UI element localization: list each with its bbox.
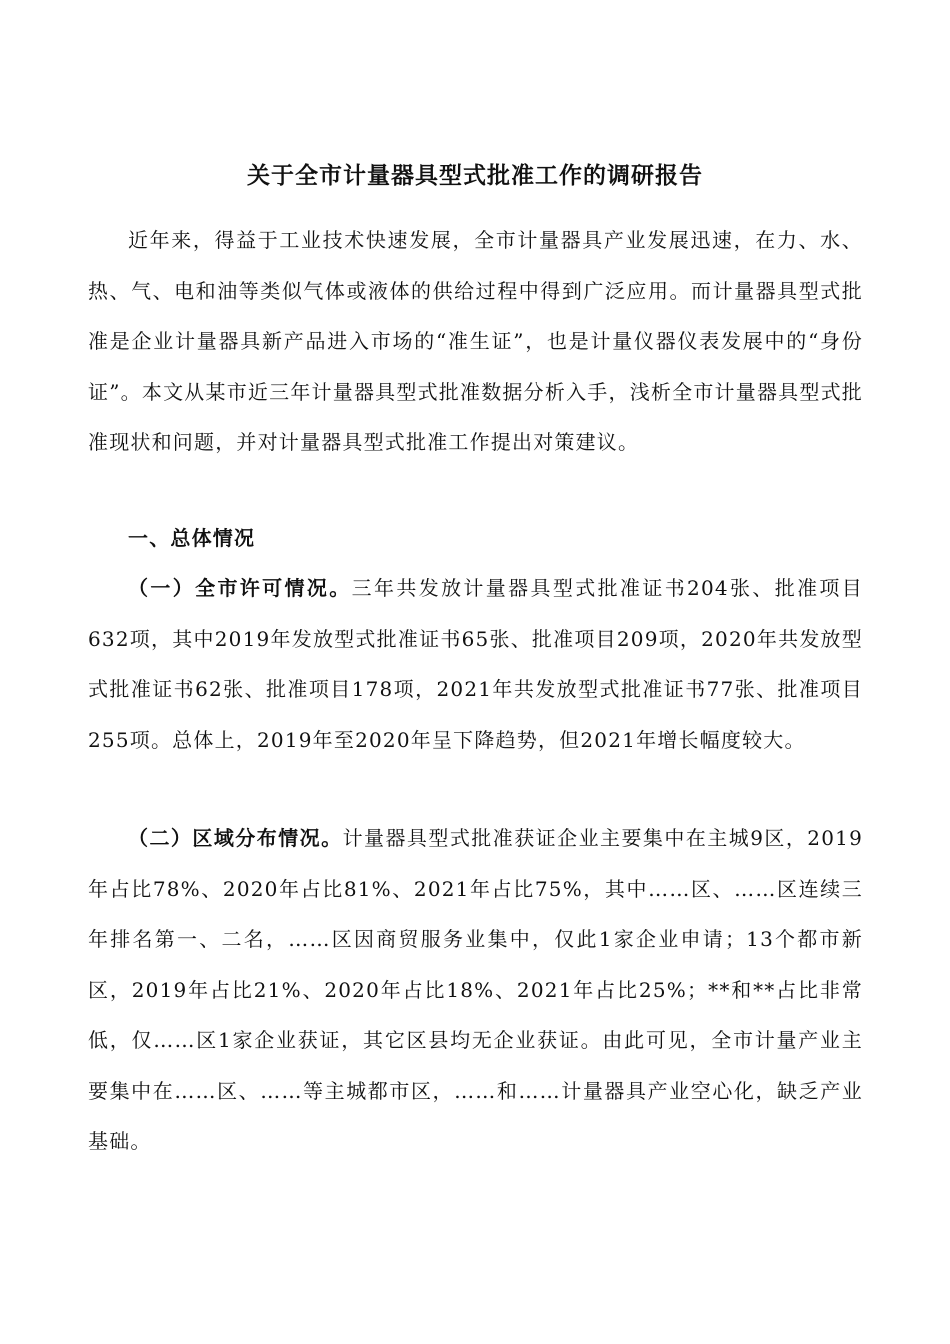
section-heading: 一、总体情况: [128, 526, 256, 550]
subsection-2-text: 计量器具型式批准获证企业主要集中在主城9区，2019年占比78%、2020年占比81%、2021年占比75%，其中……区、……区连续三年排名第一、二名，……区因商贸服务业集中，仅此1家企业申请；13个都市新区，2019年占比21%、2020年占比18%、2021年占比25%；**和**占比非常低，仅……区1家企业获证，其它区县均无企业获证。由此可见，全市计量产业主要集中在……区、……等主城都市区，……和……计量器具产业空心化，缺乏产业基础。: [88, 826, 864, 1153]
subsection-1-block: [88, 563, 863, 765]
subsection-1-paragraph: [88, 563, 863, 765]
intro-block: [88, 215, 863, 468]
subsection-2-lead: （二）区域分布情况。: [128, 826, 343, 850]
subsection-2-paragraph: [88, 813, 863, 1167]
intro-paragraph: 近年来，得益于工业技术快速发展，全市计量器具产业发展迅速，在力、水、热、气、电和油等类似气体或液体的供给过程中得到广泛应用。而计量器具型式批准是企业计量器具新产品进入市场的“准生证”，也是计量仪器仪表发展中的“身份证”。本文从某市近三年计量器具型式批准数据分析入手，浅析全市计量器具型式批准现状和问题，并对计量器具型式批准工作提出对策建议。: [88, 228, 863, 454]
subsection-1-lead: （一）全市许可情况。: [128, 576, 352, 600]
section-heading-block: [88, 513, 863, 564]
document-title: 关于全市计量器具型式批准工作的调研报告: [247, 162, 703, 189]
subsection-2-block: [88, 813, 863, 1167]
subsection-1-text: 三年共发放计量器具型式批准证书204张、批准项目632项，其中2019年发放型式批准证书65张、批准项目209项，2020年共发放型式批准证书62张、批准项目178项，2021年共发放型式批准证书77张、批准项目255项。总体上，2019年至2020年呈下降趋势，但2021年增长幅度较大。: [88, 576, 863, 752]
